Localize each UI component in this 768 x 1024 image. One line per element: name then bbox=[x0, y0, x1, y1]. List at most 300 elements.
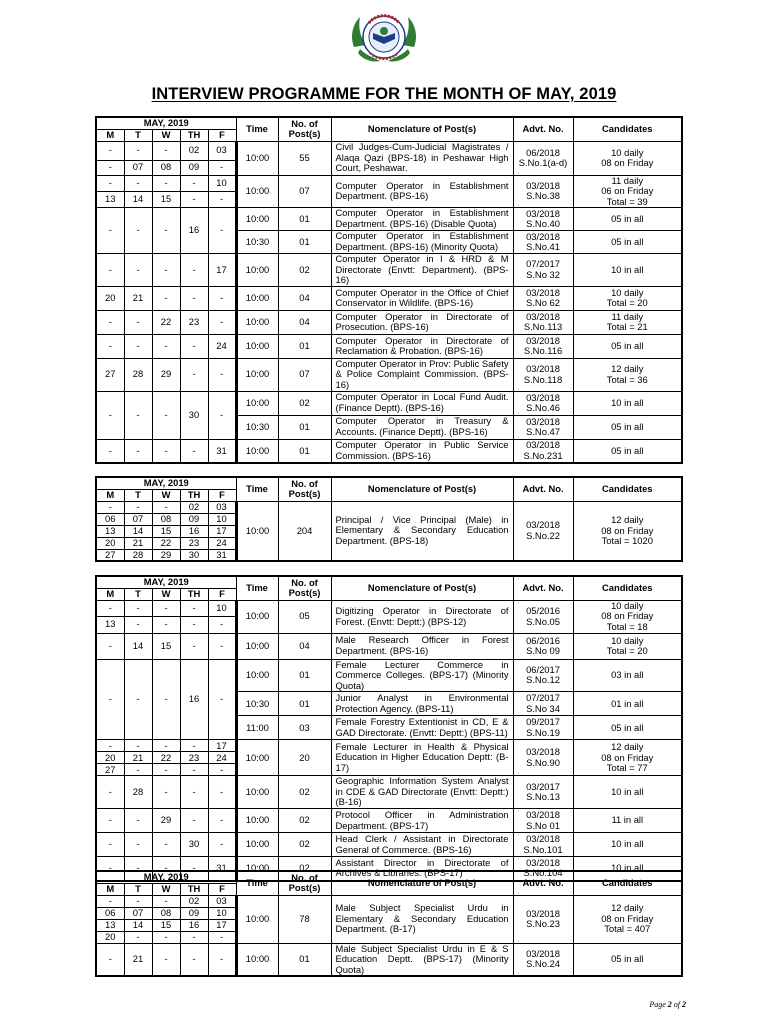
date-cell: 31 bbox=[208, 439, 236, 463]
date-cell: - bbox=[152, 764, 180, 776]
date-cell: - bbox=[96, 600, 124, 616]
date-cell: - bbox=[124, 310, 152, 334]
candidates-cell: 05 in all bbox=[573, 231, 682, 254]
candidates-cell: 05 in all bbox=[573, 439, 682, 463]
posts-cell: 02 bbox=[278, 809, 331, 833]
time-cell: 10:00 bbox=[236, 254, 278, 287]
nomenclature-header: Nomenclature of Post(s) bbox=[331, 117, 513, 141]
weekday-header: F bbox=[208, 129, 236, 141]
weekday-header: M bbox=[96, 489, 124, 501]
posts-cell: 02 bbox=[278, 857, 331, 881]
nomenclature-header: Nomenclature of Post(s) bbox=[331, 477, 513, 501]
posts-cell: 05 bbox=[278, 600, 331, 633]
advt-cell: 03/2018 S.No.116 bbox=[513, 334, 573, 358]
candidates-header: Candidates bbox=[573, 871, 682, 895]
date-cell: - bbox=[152, 931, 180, 943]
date-cell: - bbox=[96, 160, 124, 175]
time-cell: 10:00 bbox=[236, 943, 278, 976]
date-cell: 20 bbox=[96, 752, 124, 764]
schedule-row bbox=[96, 776, 682, 809]
date-cell: - bbox=[96, 391, 124, 439]
candidates-cell: 11 daily Total = 21 bbox=[573, 310, 682, 334]
time-cell: 10:00 bbox=[236, 141, 278, 175]
date-cell: - bbox=[96, 208, 124, 254]
posts-header: No. of Post(s) bbox=[278, 477, 331, 501]
date-cell: - bbox=[180, 175, 208, 191]
date-cell: - bbox=[124, 809, 152, 833]
date-cell: 13 bbox=[96, 616, 124, 633]
weekday-header: W bbox=[152, 588, 180, 600]
date-cell: - bbox=[180, 740, 208, 752]
date-cell: - bbox=[208, 764, 236, 776]
candidates-cell: 10 in all bbox=[573, 857, 682, 881]
weekday-header: M bbox=[96, 588, 124, 600]
date-cell: 07 bbox=[124, 160, 152, 175]
date-cell: 03 bbox=[208, 141, 236, 160]
time-cell: 10:30 bbox=[236, 692, 278, 716]
schedule-row bbox=[96, 633, 682, 659]
schedule-row bbox=[96, 334, 682, 358]
date-cell: 07 bbox=[124, 513, 152, 525]
date-cell: 30 bbox=[180, 833, 208, 857]
nomenclature-header: Nomenclature of Post(s) bbox=[331, 871, 513, 895]
nomenclature-cell: Assistant Director in Directorate of Archives & Libraries. (BPS-17) bbox=[331, 857, 513, 881]
date-cell: - bbox=[180, 191, 208, 207]
date-cell: - bbox=[152, 740, 180, 752]
time-cell: 10:00 bbox=[236, 334, 278, 358]
date-cell: 16 bbox=[180, 525, 208, 537]
schedule-row bbox=[96, 391, 682, 415]
date-cell: - bbox=[152, 833, 180, 857]
date-cell: - bbox=[208, 616, 236, 633]
candidates-header: Candidates bbox=[573, 477, 682, 501]
advt-cell: 06/2017 S.No.12 bbox=[513, 659, 573, 692]
date-cell: - bbox=[124, 931, 152, 943]
nomenclature-cell: Computer Operator in Treasury & Accounts. (Finance Deptt). (BPS-16) bbox=[331, 415, 513, 439]
nomenclature-cell: Geographic Information System Analyst in CDE & GAD Directorate (Envtt: Deptt:)(B-16) bbox=[331, 776, 513, 809]
date-cell: 29 bbox=[152, 358, 180, 391]
candidates-cell: 01 in all bbox=[573, 692, 682, 716]
advt-cell: 03/2018 S.No.90 bbox=[513, 740, 573, 776]
time-cell: 10:30 bbox=[236, 231, 278, 254]
date-cell: 22 bbox=[152, 310, 180, 334]
advt-cell: 03/2018 S.No.38 bbox=[513, 175, 573, 208]
time-cell: 10:00 bbox=[236, 833, 278, 857]
date-cell: 15 bbox=[152, 633, 180, 659]
date-cell: - bbox=[180, 254, 208, 287]
nomenclature-cell: Computer Operator in Local Fund Audit. (Finance Deptt). (BPS-16) bbox=[331, 391, 513, 415]
date-cell: 02 bbox=[180, 895, 208, 907]
date-cell: - bbox=[180, 776, 208, 809]
header-row bbox=[96, 477, 682, 489]
posts-cell: 01 bbox=[278, 415, 331, 439]
date-cell: 27 bbox=[96, 764, 124, 776]
date-cell: 28 bbox=[124, 776, 152, 809]
posts-cell: 01 bbox=[278, 439, 331, 463]
date-cell: - bbox=[96, 633, 124, 659]
date-cell: - bbox=[96, 776, 124, 809]
posts-cell: 07 bbox=[278, 175, 331, 208]
posts-cell: 01 bbox=[278, 231, 331, 254]
date-cell: - bbox=[152, 776, 180, 809]
time-cell: 10:00 bbox=[236, 175, 278, 208]
date-cell: 09 bbox=[180, 160, 208, 175]
date-cell: 13 bbox=[96, 525, 124, 537]
posts-cell: 01 bbox=[278, 334, 331, 358]
month-header: MAY, 2019 bbox=[96, 871, 236, 883]
date-cell: - bbox=[124, 254, 152, 287]
advt-cell: 03/2018 S.No.47 bbox=[513, 415, 573, 439]
date-cell: - bbox=[124, 175, 152, 191]
posts-cell: 55 bbox=[278, 141, 331, 175]
schedule-table-2 bbox=[95, 476, 683, 562]
month-header: MAY, 2019 bbox=[96, 576, 236, 588]
time-cell: 10:00 bbox=[236, 895, 278, 943]
weekday-header: T bbox=[124, 129, 152, 141]
date-cell: - bbox=[96, 943, 124, 976]
nomenclature-cell: Computer Operator in Prov: Public Safety & Police Complaint Commission. (BPS-16) bbox=[331, 358, 513, 391]
advt-cell: 06/2018 S.No.1(a-d) bbox=[513, 141, 573, 175]
posts-cell: 02 bbox=[278, 391, 331, 415]
schedule-row bbox=[96, 740, 682, 752]
page-footer: Page 2 of 2 bbox=[649, 1000, 686, 1009]
time-cell: 10:00 bbox=[236, 501, 278, 561]
date-cell: - bbox=[152, 501, 180, 513]
date-cell: - bbox=[180, 943, 208, 976]
date-cell: - bbox=[96, 833, 124, 857]
date-cell: - bbox=[152, 141, 180, 160]
time-header: Time bbox=[236, 117, 278, 141]
time-header: Time bbox=[236, 576, 278, 600]
nomenclature-cell: Computer Operator in Establishment Department. (BPS-16) bbox=[331, 175, 513, 208]
advt-cell: 03/2018 S.No.101 bbox=[513, 833, 573, 857]
schedule-row bbox=[96, 600, 682, 616]
date-cell: - bbox=[96, 895, 124, 907]
date-cell: 08 bbox=[152, 907, 180, 919]
date-cell: - bbox=[208, 776, 236, 809]
nomenclature-cell: Junior Analyst in Environmental Protection Agency. (BPS-11) bbox=[331, 692, 513, 716]
commission-seal-logo bbox=[348, 9, 420, 69]
date-cell: - bbox=[208, 943, 236, 976]
schedule-row bbox=[96, 208, 682, 231]
page-title: INTERVIEW PROGRAMME FOR THE MONTH OF MAY, 2019 bbox=[151, 85, 617, 103]
candidates-cell: 10 in all bbox=[573, 254, 682, 287]
nomenclature-cell: Digitizing Operator in Directorate of Forest. (Envtt: Deptt:) (BPS-12) bbox=[331, 600, 513, 633]
candidates-cell: 12 daily 08 on Friday Total = 77 bbox=[573, 740, 682, 776]
nomenclature-cell: Principal / Vice Principal (Male) in Elementary & Secondary Education Department. (BPS-18) bbox=[331, 501, 513, 561]
time-cell: 10:00 bbox=[236, 439, 278, 463]
date-cell: 31 bbox=[208, 857, 236, 881]
candidates-cell: 12 daily Total = 36 bbox=[573, 358, 682, 391]
date-cell: - bbox=[208, 358, 236, 391]
schedule-row bbox=[96, 501, 682, 513]
date-cell: 14 bbox=[124, 525, 152, 537]
date-cell: - bbox=[152, 391, 180, 439]
nomenclature-cell: Computer Operator in Establishment Department. (BPS-16) (Disable Quota) bbox=[331, 208, 513, 231]
schedule-table-4 bbox=[95, 870, 683, 977]
time-header: Time bbox=[236, 871, 278, 895]
date-cell: 28 bbox=[124, 549, 152, 561]
date-cell: 06 bbox=[96, 907, 124, 919]
time-cell: 10:00 bbox=[236, 659, 278, 692]
time-cell: 10:00 bbox=[236, 809, 278, 833]
date-cell: 23 bbox=[180, 752, 208, 764]
advt-cell: 09/2017 S.No.19 bbox=[513, 716, 573, 740]
posts-cell: 01 bbox=[278, 208, 331, 231]
candidates-cell: 10 in all bbox=[573, 776, 682, 809]
weekday-header: TH bbox=[180, 883, 208, 895]
candidates-cell: 10 in all bbox=[573, 833, 682, 857]
posts-header: No. of Post(s) bbox=[278, 117, 331, 141]
date-cell: 23 bbox=[180, 310, 208, 334]
date-cell: 24 bbox=[208, 537, 236, 549]
date-cell: 17 bbox=[208, 740, 236, 752]
weekday-header: F bbox=[208, 489, 236, 501]
date-cell: 16 bbox=[180, 208, 208, 254]
advt-cell: 03/2018 S.No.41 bbox=[513, 231, 573, 254]
date-cell: 23 bbox=[180, 537, 208, 549]
weekday-header: TH bbox=[180, 489, 208, 501]
candidates-cell: 03 in all bbox=[573, 659, 682, 692]
date-cell: - bbox=[208, 160, 236, 175]
time-cell: 10:00 bbox=[236, 358, 278, 391]
date-cell: - bbox=[96, 809, 124, 833]
time-cell: 10:00 bbox=[236, 776, 278, 809]
date-cell: - bbox=[124, 764, 152, 776]
date-cell: - bbox=[124, 141, 152, 160]
date-cell: 21 bbox=[124, 286, 152, 310]
date-cell: 13 bbox=[96, 919, 124, 931]
schedule-row bbox=[96, 439, 682, 463]
date-cell: - bbox=[96, 254, 124, 287]
candidates-cell: 10 daily 08 on Friday Total = 18 bbox=[573, 600, 682, 633]
date-cell: 31 bbox=[208, 549, 236, 561]
date-cell: - bbox=[208, 391, 236, 439]
candidates-cell: 12 daily 08 on Friday Total = 1020 bbox=[573, 501, 682, 561]
header-row bbox=[96, 871, 682, 883]
weekday-header: T bbox=[124, 883, 152, 895]
date-cell: 20 bbox=[96, 286, 124, 310]
header-row bbox=[96, 576, 682, 588]
advt-cell: 03/2018 S.No 62 bbox=[513, 286, 573, 310]
nomenclature-cell: Computer Operator in Public Service Commission. (BPS-16) bbox=[331, 439, 513, 463]
weekday-header: F bbox=[208, 883, 236, 895]
date-cell: - bbox=[124, 616, 152, 633]
month-header: MAY, 2019 bbox=[96, 117, 236, 129]
weekday-header: M bbox=[96, 883, 124, 895]
schedule-row bbox=[96, 310, 682, 334]
advt-cell: 07/2017 S.No 32 bbox=[513, 254, 573, 287]
date-cell: 14 bbox=[124, 919, 152, 931]
time-cell: 10:00 bbox=[236, 286, 278, 310]
advt-header: Advt. No. bbox=[513, 477, 573, 501]
weekday-header: TH bbox=[180, 129, 208, 141]
weekday-header: W bbox=[152, 489, 180, 501]
date-cell: 03 bbox=[208, 895, 236, 907]
date-cell: 29 bbox=[152, 549, 180, 561]
date-cell: - bbox=[152, 439, 180, 463]
posts-cell: 07 bbox=[278, 358, 331, 391]
date-cell: 06 bbox=[96, 513, 124, 525]
advt-cell: 03/2017 S.No.13 bbox=[513, 776, 573, 809]
posts-cell: 01 bbox=[278, 692, 331, 716]
posts-cell: 02 bbox=[278, 254, 331, 287]
date-cell: - bbox=[208, 310, 236, 334]
date-cell: - bbox=[124, 334, 152, 358]
time-header: Time bbox=[236, 477, 278, 501]
schedule-row bbox=[96, 175, 682, 191]
advt-header: Advt. No. bbox=[513, 871, 573, 895]
advt-header: Advt. No. bbox=[513, 117, 573, 141]
date-cell: 14 bbox=[124, 633, 152, 659]
weekday-header: T bbox=[124, 588, 152, 600]
nomenclature-cell: Protocol Officer in Administration Department. (BPS-17) bbox=[331, 809, 513, 833]
date-cell: 09 bbox=[180, 513, 208, 525]
date-cell: - bbox=[124, 208, 152, 254]
date-cell: 03 bbox=[208, 501, 236, 513]
candidates-cell: 12 daily 08 on Friday Total = 407 bbox=[573, 895, 682, 943]
date-cell: 30 bbox=[180, 391, 208, 439]
candidates-cell: 10 daily Total = 20 bbox=[573, 633, 682, 659]
candidates-cell: 05 in all bbox=[573, 943, 682, 976]
nomenclature-header: Nomenclature of Post(s) bbox=[331, 576, 513, 600]
date-cell: - bbox=[208, 931, 236, 943]
posts-cell: 20 bbox=[278, 740, 331, 776]
date-cell: 10 bbox=[208, 907, 236, 919]
posts-cell: 78 bbox=[278, 895, 331, 943]
date-cell: 21 bbox=[124, 943, 152, 976]
date-cell: - bbox=[96, 659, 124, 740]
candidates-cell: 10 daily Total = 20 bbox=[573, 286, 682, 310]
posts-cell: 04 bbox=[278, 310, 331, 334]
candidates-cell: 10 in all bbox=[573, 391, 682, 415]
date-cell: - bbox=[124, 740, 152, 752]
time-cell: 10:00 bbox=[236, 208, 278, 231]
date-cell: - bbox=[124, 600, 152, 616]
schedule-row bbox=[96, 809, 682, 833]
schedule-row bbox=[96, 659, 682, 692]
date-cell: 07 bbox=[124, 907, 152, 919]
advt-cell: 07/2017 S.No 34 bbox=[513, 692, 573, 716]
nomenclature-cell: Computer Operator in I & HRD & M Directorate (Envtt: Department). (BPS-16) bbox=[331, 254, 513, 287]
nomenclature-cell: Computer Operator in Establishment Department. (BPS-16) (Minority Quota) bbox=[331, 231, 513, 254]
date-cell: 10 bbox=[208, 513, 236, 525]
date-cell: - bbox=[208, 633, 236, 659]
date-cell: - bbox=[152, 600, 180, 616]
date-cell: 10 bbox=[208, 175, 236, 191]
nomenclature-cell: Computer Operator in Directorate of Prosecution. (BPS-16) bbox=[331, 310, 513, 334]
date-cell: - bbox=[96, 175, 124, 191]
date-cell: - bbox=[152, 616, 180, 633]
date-cell: - bbox=[96, 439, 124, 463]
advt-cell: 03/2018 S.No.231 bbox=[513, 439, 573, 463]
advt-cell: 03/2018 S.No 01 bbox=[513, 809, 573, 833]
date-cell: 15 bbox=[152, 525, 180, 537]
schedule-row bbox=[96, 141, 682, 160]
date-cell: 30 bbox=[180, 549, 208, 561]
nomenclature-cell: Head Clerk / Assistant in Directorate General of Commerce. (BPS-16) bbox=[331, 833, 513, 857]
posts-cell: 204 bbox=[278, 501, 331, 561]
weekday-header: F bbox=[208, 588, 236, 600]
schedule-row bbox=[96, 895, 682, 907]
posts-cell: 04 bbox=[278, 286, 331, 310]
time-cell: 10:00 bbox=[236, 310, 278, 334]
date-cell: - bbox=[152, 254, 180, 287]
posts-cell: 01 bbox=[278, 659, 331, 692]
advt-cell: 03/2018 S.No.113 bbox=[513, 310, 573, 334]
advt-cell: 03/2018 S.No.104 bbox=[513, 857, 573, 881]
date-cell: - bbox=[180, 809, 208, 833]
date-cell: 22 bbox=[152, 537, 180, 549]
schedule-row bbox=[96, 943, 682, 976]
date-cell: - bbox=[208, 208, 236, 254]
date-cell: - bbox=[124, 659, 152, 740]
date-cell: - bbox=[96, 334, 124, 358]
nomenclature-cell: Male Subject Specialist Urdu in E & S Education Deptt. (BPS-17) (Minority Quota) bbox=[331, 943, 513, 976]
date-cell: - bbox=[180, 857, 208, 881]
nomenclature-cell: Computer Operator in the Office of Chief Conservator in Wildlife. (BPS-16) bbox=[331, 286, 513, 310]
advt-cell: 03/2018 S.No.40 bbox=[513, 208, 573, 231]
candidates-cell: 11 daily 06 on Friday Total = 39 bbox=[573, 175, 682, 208]
nomenclature-cell: Computer Operator in Directorate of Reclamation & Probation. (BPS-16) bbox=[331, 334, 513, 358]
date-cell: - bbox=[208, 659, 236, 740]
nomenclature-cell: Female Lecturer Commerce in Commerce Colleges. (BPS-17) (Minority Quota) bbox=[331, 659, 513, 692]
date-cell: - bbox=[124, 501, 152, 513]
date-cell: 08 bbox=[152, 513, 180, 525]
posts-cell: 02 bbox=[278, 776, 331, 809]
date-cell: - bbox=[152, 857, 180, 881]
advt-cell: 03/2018 S.No.46 bbox=[513, 391, 573, 415]
date-cell: 16 bbox=[180, 919, 208, 931]
date-cell: - bbox=[152, 286, 180, 310]
date-cell: - bbox=[96, 857, 124, 881]
date-cell: - bbox=[124, 857, 152, 881]
candidates-cell: 11 in all bbox=[573, 809, 682, 833]
date-cell: 10 bbox=[208, 600, 236, 616]
date-cell: 24 bbox=[208, 752, 236, 764]
date-cell: - bbox=[208, 286, 236, 310]
posts-header: No. of Post(s) bbox=[278, 576, 331, 600]
weekday-header: W bbox=[152, 883, 180, 895]
date-cell: - bbox=[208, 809, 236, 833]
date-cell: 28 bbox=[124, 358, 152, 391]
schedule-row bbox=[96, 833, 682, 857]
schedule-table-3 bbox=[95, 575, 683, 882]
time-cell: 11:00 bbox=[236, 716, 278, 740]
schedule-table-1 bbox=[95, 116, 683, 464]
date-cell: - bbox=[124, 895, 152, 907]
nomenclature-cell: Female Forestry Extentionist in CD, E & GAD Directorate. (Envtt: Deptt:) (BPS-11) bbox=[331, 716, 513, 740]
date-cell: - bbox=[180, 931, 208, 943]
date-cell: 08 bbox=[152, 160, 180, 175]
date-cell: - bbox=[152, 895, 180, 907]
date-cell: - bbox=[96, 141, 124, 160]
date-cell: - bbox=[180, 633, 208, 659]
nomenclature-cell: Female Lecturer in Health & Physical Education in Higher Education Deptt: (B-17) bbox=[331, 740, 513, 776]
posts-header: No. of Post(s) bbox=[278, 871, 331, 895]
candidates-cell: 05 in all bbox=[573, 415, 682, 439]
nomenclature-cell: Male Research Officer in Forest Department. (BPS-16) bbox=[331, 633, 513, 659]
date-cell: 02 bbox=[180, 501, 208, 513]
candidates-cell: 05 in all bbox=[573, 208, 682, 231]
schedule-row bbox=[96, 358, 682, 391]
date-cell: 09 bbox=[180, 907, 208, 919]
date-cell: - bbox=[180, 286, 208, 310]
advt-cell: 03/2018 S.No.22 bbox=[513, 501, 573, 561]
posts-cell: 03 bbox=[278, 716, 331, 740]
date-cell: 22 bbox=[152, 752, 180, 764]
advt-cell: 03/2018 S.No.24 bbox=[513, 943, 573, 976]
